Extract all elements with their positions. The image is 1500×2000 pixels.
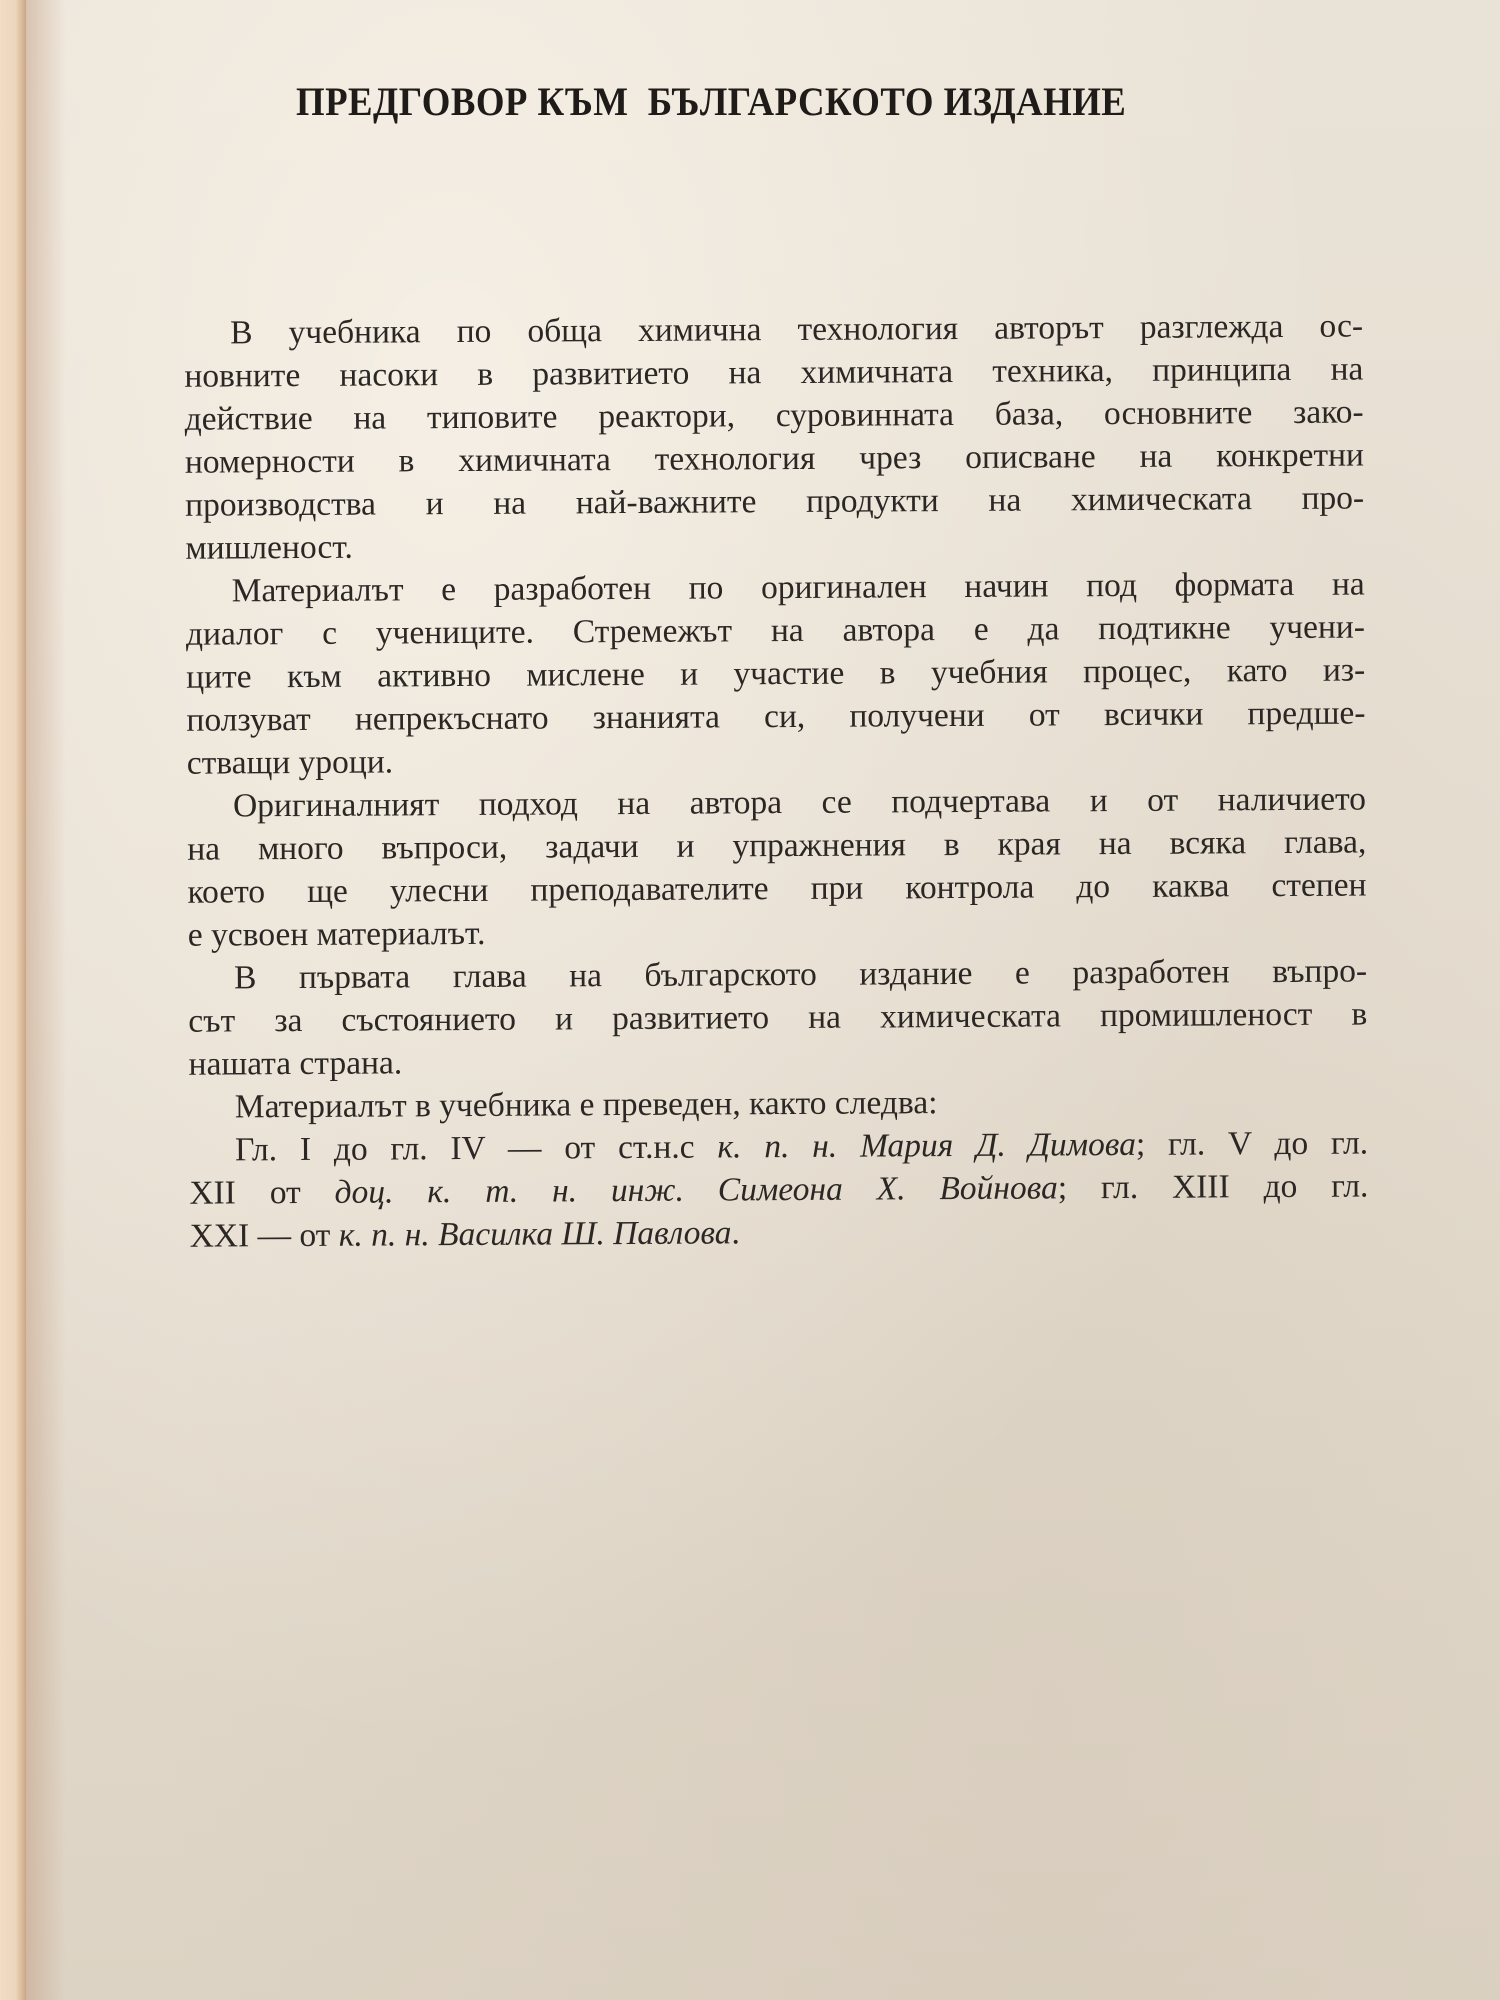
text-line: ците към активно мислене и участие в учебния процес, като из- — [186, 651, 1366, 696]
translator-suffix: ; гл. V до гл. — [1135, 1124, 1369, 1163]
paragraph-3 — [141, 778, 1367, 957]
paragraph-5 — [143, 1079, 1368, 1129]
text-line: сът за състоянието и развитието на химическата промишленост в — [188, 995, 1368, 1040]
translator-line-3 — [144, 1208, 1369, 1258]
translator-suffix: ; гл. XIII до гл. — [1057, 1167, 1369, 1207]
page-title: ПРЕДГОВОР КЪМ БЪЛГАРСКОТО ИЗДАНИЕ — [296, 79, 1127, 124]
text-line: Оригиналният подход на автора се подчертава и от наличието — [232, 780, 1367, 825]
text-line: е усвоен материалът. — [187, 914, 486, 954]
translator-name: к. п. н. Мария Д. Димова — [717, 1125, 1136, 1166]
text-line: на много въпроси, задачи и упражнения в края на всяка глава, — [187, 823, 1367, 868]
translator-suffix: . — [731, 1214, 740, 1252]
text-line: което ще улесни преподавателите при контрола до каква степен — [187, 866, 1367, 911]
paragraph-2 — [140, 563, 1366, 785]
text-line: нашата страна. — [188, 1044, 403, 1083]
text-line: стващи уроци. — [186, 743, 394, 782]
text-line: производства и на най-важните продукти на химическата про- — [185, 479, 1365, 524]
text-line: Материалът е разработен по оригинален начин под формата на — [231, 565, 1365, 610]
page-edge — [0, 0, 26, 2000]
text-line: диалог с учениците. Стремежът на автора е да подтикне учени- — [185, 608, 1366, 653]
translators-paragraph — [143, 1122, 1369, 1258]
paragraph-4 — [142, 950, 1368, 1086]
text-line: действие на типовите реактори, суровинната база, основните зако- — [184, 393, 1364, 438]
text-line: ползуват непрекъснато знанията си, получени от всички предше- — [186, 694, 1366, 739]
translator-line-1 — [143, 1122, 1368, 1172]
translator-prefix: XII от — [189, 1173, 335, 1212]
text-line: В учебника по обща химична технология авторът разглежда ос- — [230, 307, 1364, 352]
gutter-shadow — [26, 0, 66, 2000]
text-line: Материалът в учебника е преведен, както следва: — [234, 1084, 938, 1126]
translator-line-2 — [143, 1165, 1368, 1215]
paragraph-1 — [138, 305, 1365, 570]
text-line: номерности в химичната технология чрез описване на конкретни — [184, 436, 1365, 481]
text-line: мишленост. — [185, 528, 353, 567]
translator-name: доц. к. т. н. инж. Симеона Х. Войнова — [334, 1169, 1058, 1211]
translator-name: к. п. н. Василка Ш. Павлова — [338, 1214, 732, 1254]
body-text — [138, 305, 1369, 1258]
text-line: новните насоки в развитието на химичната техника, принципа на — [184, 350, 1364, 395]
translator-prefix: Гл. I до гл. IV — от ст.н.с — [235, 1128, 718, 1169]
text-line: В първата глава на българското издание е разработен въпро- — [233, 952, 1368, 997]
translator-prefix: XXI — от — [189, 1216, 339, 1255]
